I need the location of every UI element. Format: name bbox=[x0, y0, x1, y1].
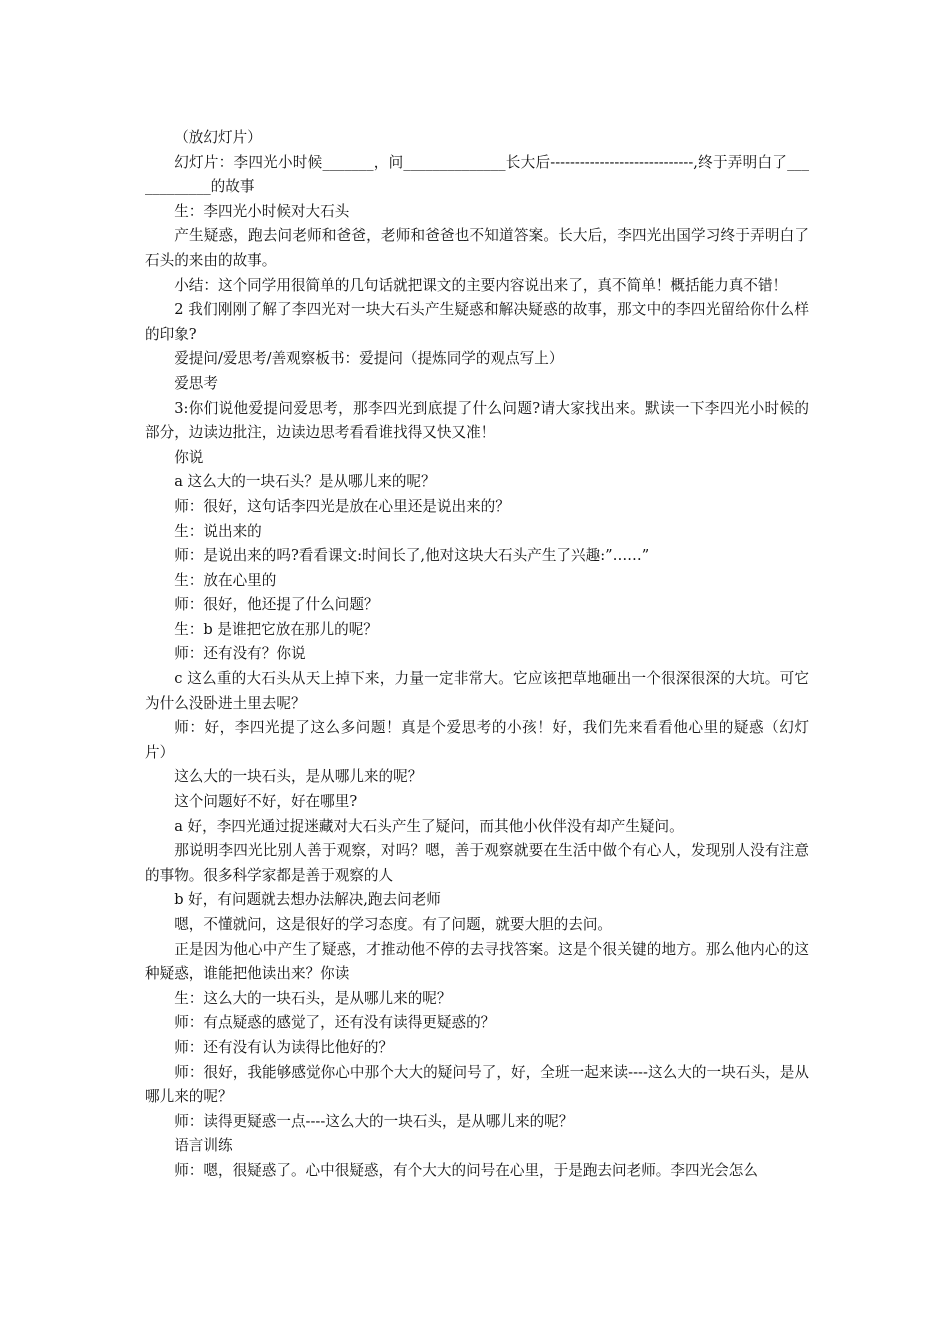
paragraph: 生：放在心里的 bbox=[174, 571, 277, 589]
paragraph: 爱提问/爱思考/善观察板书：爱提问（提炼同学的观点写上） bbox=[174, 350, 564, 368]
paragraph: 师：很好，他还提了什么问题？ bbox=[174, 596, 379, 614]
paragraph: 生：b 是谁把它放在那儿的呢？ bbox=[174, 620, 378, 638]
paragraph: 小结：这个同学用很简单的几句话就把课文的主要内容说出来了，真不简单！概括能力真不错！ bbox=[174, 276, 788, 294]
paragraph: 师：很好，这句话李四光是放在心里还是说出来的？ bbox=[174, 497, 510, 515]
paragraph: 生：李四光小时候对大石头 bbox=[174, 202, 350, 220]
paragraph: 正是因为他心中产生了疑惑，才推动他不停的去寻找答案。这是个很关键的地方。那么他内心的这种疑惑，谁能把他读出来？你读 bbox=[145, 940, 809, 983]
paragraph: 师：有点疑惑的感觉了，还有没有读得更疑惑的？ bbox=[174, 1014, 496, 1032]
paragraph: 这么大的一块石头，是从哪儿来的呢？ bbox=[174, 768, 423, 786]
paragraph: 师：还有没有认为读得比他好的？ bbox=[174, 1038, 394, 1056]
paragraph: 爱思考 bbox=[174, 374, 218, 392]
paragraph: （放幻灯片） bbox=[174, 129, 262, 146]
paragraph: b 好，有问题就去想办法解决,跑去问老师 bbox=[174, 891, 441, 909]
paragraph: 师：读得更疑惑一点----这么大的一块石头，是从哪儿来的呢？ bbox=[174, 1112, 574, 1130]
paragraph: 你说 bbox=[174, 448, 204, 466]
paragraph: 3:你们说他爱提问爱思考，那李四光到底提了什么问题?请大家找出来。默读一下李四光小时候的部分，边读边批注，边读边思考看看谁找得又快又准！ bbox=[145, 399, 809, 442]
paragraph: a 好，李四光通过捉迷藏对大石头产生了疑问，而其他小伙伴没有却产生疑问。 bbox=[174, 817, 684, 835]
paragraph: c 这么重的大石头从天上掉下来，力量一定非常大。它应该把草地砸出一个很深很深的大坑。可它为什么没卧进土里去呢？ bbox=[145, 670, 809, 712]
paragraph: 产生疑惑，跑去问老师和爸爸，老师和爸爸也不知道答案。长大后，李四光出国学习终于弄明白了石头的来由的故事。 bbox=[145, 227, 809, 269]
paragraph: 语言训练 bbox=[174, 1137, 233, 1155]
paragraph: 嗯，不懂就问，这是很好的学习态度。有了问题，就要大胆的去问。 bbox=[174, 916, 613, 933]
paragraph: 那说明李四光比别人善于观察，对吗？嗯，善于观察就要在生活中做个有心人，发现别人没有注意的事物。很多科学家都是善于观察的人 bbox=[145, 842, 809, 884]
paragraph: 生：说出来的 bbox=[174, 522, 262, 540]
paragraph: 生：这么大的一块石头，是从哪儿来的呢？ bbox=[174, 989, 452, 1007]
paragraph: 师：还有没有？你说 bbox=[174, 645, 306, 663]
paragraph: 师：嗯，很疑惑了。心中很疑惑，有个大大的问号在心里，于是跑去问老师。李四光会怎么 bbox=[174, 1161, 758, 1179]
paragraph: a 这么大的一块石头？是从哪儿来的呢？ bbox=[174, 473, 436, 491]
paragraph: 2 我们刚刚了解了李四光对一块大石头产生疑惑和解决疑惑的故事，那文中的李四光留给你什么样的印象? bbox=[145, 301, 809, 343]
paragraph: 师：是说出来的吗?看看课文:时间长了,他对这块大石头产生了兴趣:”……” bbox=[174, 547, 650, 565]
paragraph: 师：很好，我能够感觉你心中那个大大的疑问号了，好，全班一起来读----这么大的一块石头，是从哪儿来的呢？ bbox=[145, 1063, 809, 1106]
document-page bbox=[145, 126, 809, 1184]
paragraph: 这个问题好不好，好在哪里? bbox=[174, 793, 358, 811]
paragraph: 师：好，李四光提了这么多问题！真是个爱思考的小孩！好，我们先来看看他心里的疑惑（幻灯片） bbox=[145, 719, 809, 761]
paragraph: 幻灯片：李四光小时候_______，问______________长大后-----------------------------,终于弄明白了____________的故事 bbox=[145, 153, 809, 196]
